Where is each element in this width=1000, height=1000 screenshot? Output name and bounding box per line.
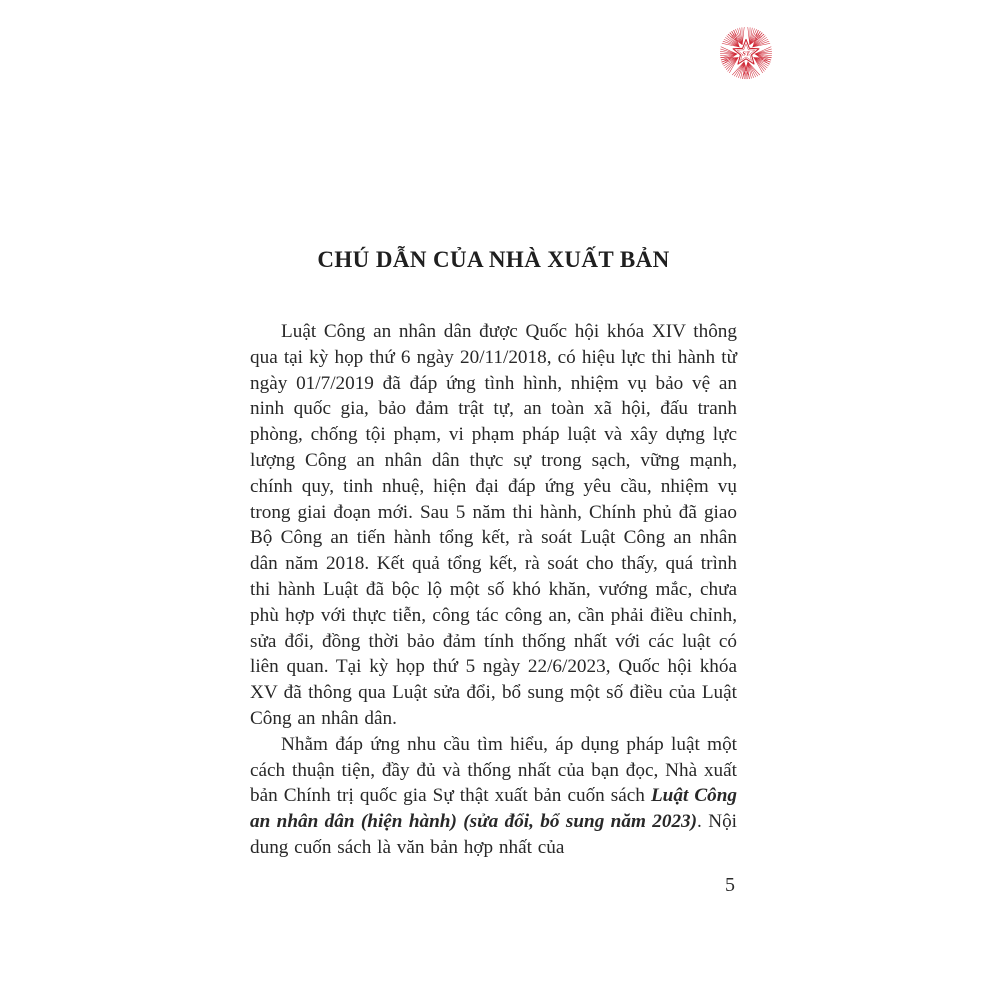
paragraph-text: Nhằm đáp ứng nhu cầu tìm hiểu, áp dụng pháp luật một cách thuận tiện, đầy đủ và thống nhất của bạn đọc, Nhà xuất bản Chính trị quốc gia Sự thật xuất bản cuốn sách bbox=[250, 733, 737, 807]
paragraph bbox=[250, 319, 737, 732]
page-number: 5 bbox=[725, 874, 735, 896]
paragraph bbox=[250, 732, 737, 861]
book-title-emphasis: Luật Công an nhân dân (hiện hành) (sửa đổi, bổ sung năm 2023) bbox=[250, 785, 737, 833]
page-title: CHÚ DẪN CỦA NHÀ XUẤT BẢN bbox=[317, 247, 670, 272]
body-paragraphs bbox=[250, 319, 737, 861]
publisher-monogram: ST bbox=[742, 50, 750, 58]
paragraph-text: . Nội dung cuốn sách là văn bản hợp nhất của bbox=[250, 811, 737, 858]
paragraph-text: Luật Công an nhân dân được Quốc hội khóa XIV thông qua tại kỳ họp thứ 6 ngày 20/11/2018, có hiệu lực thi hành từ ngày 01/7/2019 đã đáp ứng tình hình, nhiệm vụ bảo vệ an ninh quốc gia, bảo đảm trật tự, an toàn xã hội, đấu tranh phòng, chống tội phạm, vi phạm pháp luật và xây dựng lực lượng Công an nhân dân thực sự trong sạch, vững mạnh, chính quy, tinh nhuệ, hiện đại đáp ứng yêu cầu, nhiệm vụ trong giai đoạn mới. Sau 5 năm thi hành, Chính phủ đã giao Bộ Công an tiến hành tổng kết, rà soát Luật Công an nhân dân năm 2018. Kết quả tổng kết, rà soát cho thấy, quá trình thi hành Luật đã bộc lộ một số khó khăn, vướng mắc, chưa phù hợp với thực tiễn, công tác công an, cần phải điều chỉnh, sửa đổi, đồng thời bảo đảm tính thống nhất với các luật có liên quan. Tại kỳ họp thứ 5 ngày 22/6/2023, Quốc hội khóa XV đã thông qua Luật sửa đổi, bổ sung một số điều của Luật Công an nhân dân. bbox=[250, 321, 737, 729]
page-content bbox=[250, 0, 737, 861]
